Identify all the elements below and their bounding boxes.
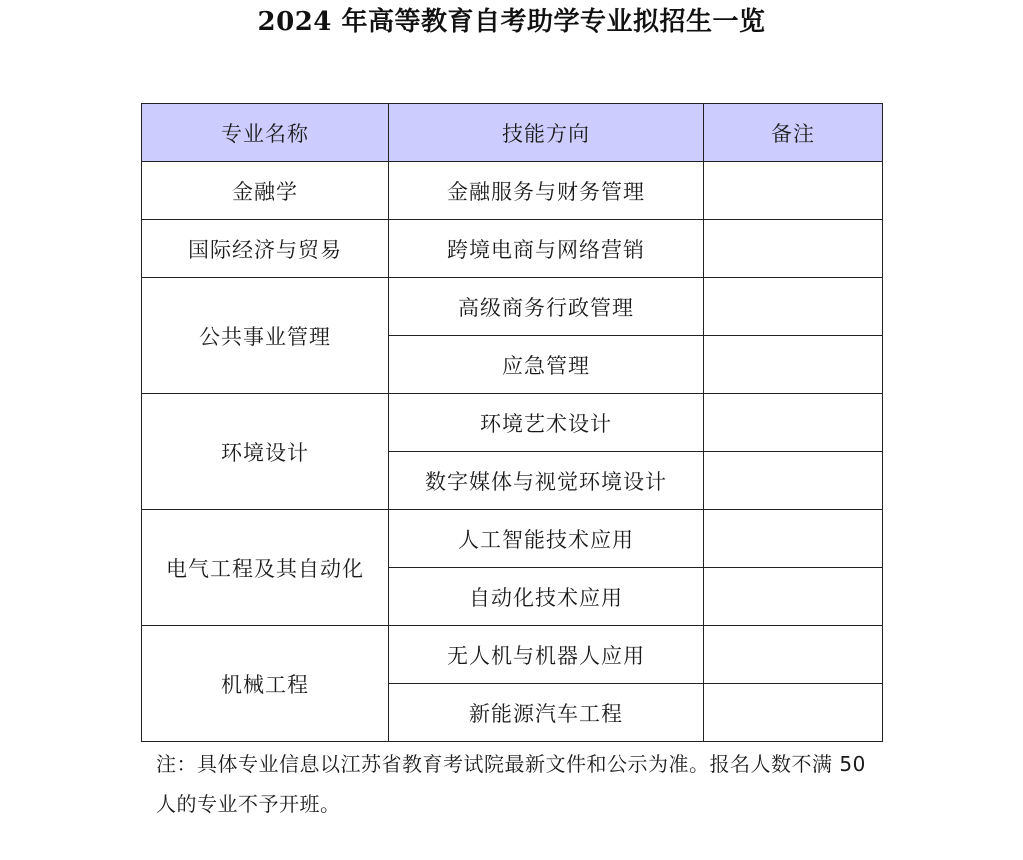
major-name-cell: 电气工程及其自动化 bbox=[142, 510, 389, 626]
skill-direction-cell: 自动化技术应用 bbox=[389, 568, 704, 626]
remarks-cell bbox=[704, 568, 883, 626]
skill-direction-cell: 金融服务与财务管理 bbox=[389, 162, 704, 220]
table-row bbox=[142, 394, 883, 452]
skill-direction-cell: 跨境电商与网络营销 bbox=[389, 220, 704, 278]
remarks-cell bbox=[704, 220, 883, 278]
skill-direction-cell: 应急管理 bbox=[389, 336, 704, 394]
major-name-cell: 机械工程 bbox=[142, 626, 389, 742]
major-name-cell: 环境设计 bbox=[142, 394, 389, 510]
footnote: 注：具体专业信息以江苏省教育考试院最新文件和公示为准。报名人数不满 50 人的专业不予开班。 bbox=[156, 752, 866, 816]
table-row bbox=[142, 278, 883, 336]
header-major-name: 专业名称 bbox=[142, 104, 389, 162]
table-header-row bbox=[142, 104, 883, 162]
skill-direction-cell: 高级商务行政管理 bbox=[389, 278, 704, 336]
skill-direction-cell: 新能源汽车工程 bbox=[389, 684, 704, 742]
remarks-cell bbox=[704, 452, 883, 510]
major-name-cell: 金融学 bbox=[142, 162, 389, 220]
major-name-cell: 公共事业管理 bbox=[142, 278, 389, 394]
header-remarks: 备注 bbox=[704, 104, 883, 162]
table-row bbox=[142, 220, 883, 278]
table-row bbox=[142, 626, 883, 684]
table-row bbox=[142, 510, 883, 568]
header-skill-direction: 技能方向 bbox=[389, 104, 704, 162]
remarks-cell bbox=[704, 162, 883, 220]
document-title: 2024 年高等教育自考助学专业拟招生一览 bbox=[257, 7, 766, 37]
skill-direction-cell: 环境艺术设计 bbox=[389, 394, 704, 452]
remarks-cell bbox=[704, 684, 883, 742]
table-row bbox=[142, 162, 883, 220]
major-name-cell: 国际经济与贸易 bbox=[142, 220, 389, 278]
remarks-cell bbox=[704, 626, 883, 684]
majors-table bbox=[141, 103, 883, 742]
skill-direction-cell: 无人机与机器人应用 bbox=[389, 626, 704, 684]
skill-direction-cell: 数字媒体与视觉环境设计 bbox=[389, 452, 704, 510]
remarks-cell bbox=[704, 510, 883, 568]
remarks-cell bbox=[704, 336, 883, 394]
remarks-cell bbox=[704, 394, 883, 452]
skill-direction-cell: 人工智能技术应用 bbox=[389, 510, 704, 568]
remarks-cell bbox=[704, 278, 883, 336]
